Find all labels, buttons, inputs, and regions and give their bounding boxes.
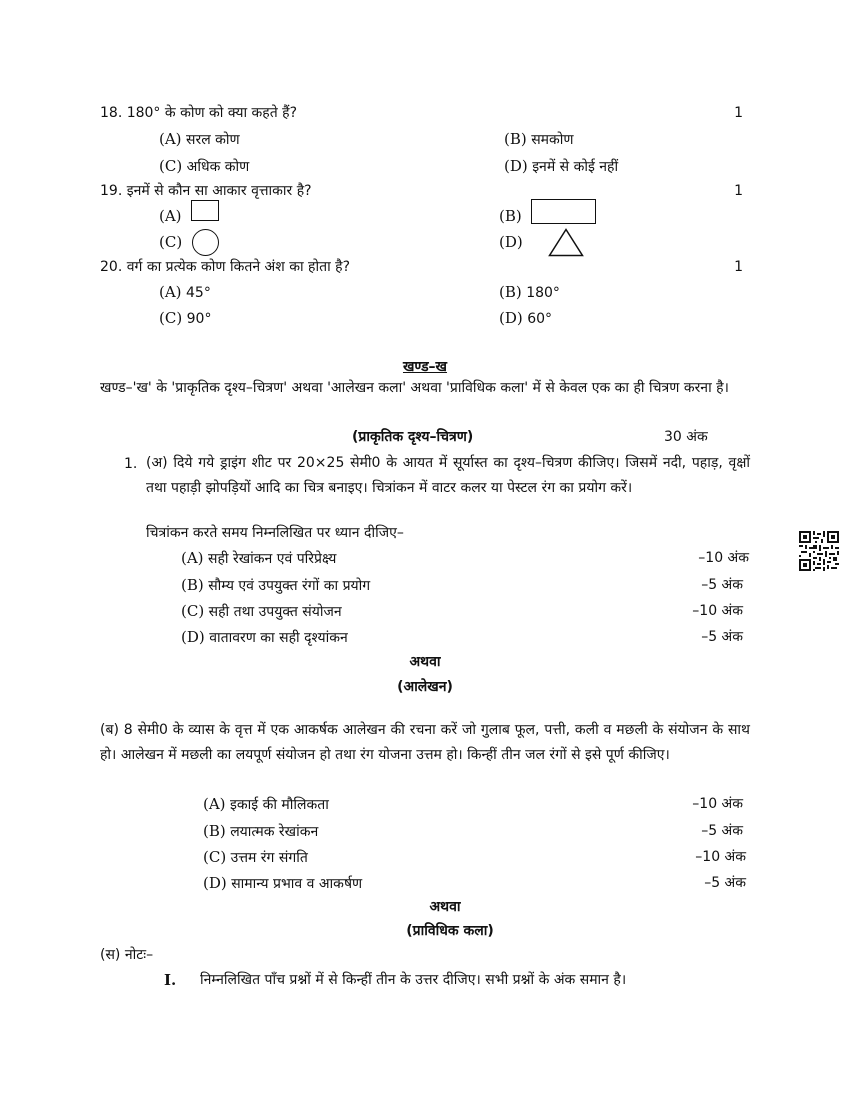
circle-shape [192, 229, 219, 256]
criterion-label: (C) [181, 602, 205, 620]
option-text: समकोण [531, 132, 574, 148]
option-label: (B) [499, 283, 522, 301]
option-label: (D) [504, 157, 528, 175]
option-label: (A) [159, 130, 182, 148]
q18-option-d [504, 157, 618, 176]
q19-option-a-label: (A) [159, 207, 182, 225]
part1-title: (प्राकृतिक दृश्य–चित्रण) [352, 429, 474, 445]
option-text: 45° [186, 285, 211, 301]
part2-title: (आलेखन) [397, 679, 453, 695]
criterion-label: (D) [181, 628, 205, 646]
part1-note: चित्रांकन करते समय निम्नलिखित पर ध्यान दीजिए– [146, 525, 404, 541]
part2-criterion-a [203, 795, 329, 814]
option-text: इनमें से कोई नहीं [532, 159, 619, 175]
option-text: अधिक कोण [186, 159, 250, 175]
part2-criterion-a-marks: –10 अंक [692, 796, 743, 812]
criterion-label: (C) [203, 848, 227, 866]
part1-criterion-c [181, 602, 342, 621]
part1-criterion-c-marks: –10 अंक [692, 603, 743, 619]
part1-number: 1. [124, 456, 138, 472]
part2-text: (ब) 8 सेमी0 के व्यास के वृत्त में एक आकर्षक आलेखन की रचना करें जो गुलाब फूल, पत्ती, कली व मछली के संयोजन के साथ हो। आलेखन में मछली का लयपूर्ण संयोजन हो तथा रंग योजना उत्तम हो। किन्हीं तीन जल रंगों से इसे पूर्ण कीजिए। [100, 722, 750, 763]
q18-option-b [504, 130, 574, 149]
part3-instruction: निम्नलिखित पाँच प्रश्नों में से किन्हीं तीन के उत्तर दीजिए। सभी प्रश्नों के अंक समान है। [200, 972, 627, 988]
option-label: (B) [504, 130, 527, 148]
option-label: (C) [159, 157, 183, 175]
q20-option-b [499, 283, 560, 302]
criterion-label: (D) [203, 874, 227, 892]
part1-marks: 30 अंक [664, 429, 708, 445]
triangle-shape [548, 228, 584, 257]
q19-marks: 1 [734, 183, 743, 199]
criterion-label: (A) [181, 549, 204, 567]
option-text: 90° [186, 311, 212, 327]
q18-option-a [159, 130, 240, 149]
q19-option-d-label: (D) [499, 233, 523, 251]
q20-marks: 1 [734, 259, 743, 275]
option-label: (C) [159, 309, 183, 327]
part3-roman-numeral: I. [164, 971, 177, 989]
q18-text: 18. 180° के कोण को क्या कहते हैं? [100, 105, 298, 121]
part2-criterion-d-marks: –5 अंक [704, 875, 746, 891]
q18-option-c [159, 157, 249, 176]
part1-criterion-b-marks: –5 अंक [701, 577, 743, 593]
or-divider-2: अथवा [429, 899, 461, 915]
q20-option-a [159, 283, 211, 302]
q19-text: 19. इनमें से कौन सा आकार वृत्ताकार है? [100, 183, 312, 199]
q19-option-b-label: (B) [499, 207, 522, 225]
criterion-text: सौम्य एवं उपयुक्त रंगों का प्रयोग [208, 578, 371, 594]
q20-option-d [499, 309, 552, 328]
criterion-text: इकाई की मौलिकता [230, 797, 329, 813]
part3-note-label: (स) नोटः– [100, 947, 154, 963]
part1-criterion-a-marks: –10 अंक [698, 550, 749, 566]
part1-criterion-d-marks: –5 अंक [701, 629, 743, 645]
criterion-text: लयात्मक रेखांकन [230, 824, 319, 840]
q18-marks: 1 [734, 105, 743, 121]
criterion-text: उत्तम रंग संगति [230, 850, 308, 866]
criterion-text: सामान्य प्रभाव व आकर्षण [231, 876, 363, 892]
part2-criterion-b [203, 822, 318, 841]
option-text: सरल कोण [186, 132, 240, 148]
option-label: (D) [499, 309, 523, 327]
part2-criterion-b-marks: –5 अंक [701, 823, 743, 839]
criterion-text: सही तथा उपयुक्त संयोजन [208, 604, 342, 620]
criterion-label: (B) [203, 822, 226, 840]
square-shape [191, 200, 219, 221]
part1-criterion-d [181, 628, 348, 647]
part2-criterion-d [203, 874, 362, 893]
criterion-text: सही रेखांकन एवं परिप्रेक्ष्य [208, 551, 337, 567]
criterion-label: (B) [181, 576, 204, 594]
qr-code [799, 531, 839, 571]
part2-criterion-c [203, 848, 308, 867]
rectangle-shape [531, 199, 596, 224]
criterion-text: वातावरण का सही दृश्यांकन [209, 630, 348, 646]
part1-criterion-a [181, 549, 336, 568]
criterion-label: (A) [203, 795, 226, 813]
option-text: 180° [526, 285, 560, 301]
or-divider-1: अथवा [409, 654, 441, 670]
part3-title: (प्राविधिक कला) [406, 923, 494, 939]
part1-criterion-b [181, 576, 370, 595]
q19-option-c-label: (C) [159, 233, 183, 251]
part1-text: (अ) दिये गये ड्राइंग शीट पर 20×25 सेमी0 के आयत में सूर्यास्त का दृश्य–चित्रण कीजिए। जिसमें नदी, पहाड़, वृक्षों तथा पहाड़ी झोपड़ियों आदि का चित्र बनाइए। चित्रांकन में वाटर कलर या पेस्टल रंग का प्रयोग करें। [146, 455, 750, 496]
section-instruction: खण्ड–'ख' के 'प्राकृतिक दृश्य–चित्रण' अथवा 'आलेखन कला' अथवा 'प्राविधिक कला' में से केवल एक का ही चित्रण करना है। [100, 380, 729, 396]
part2-criterion-c-marks: –10 अंक [695, 849, 746, 865]
q20-text: 20. वर्ग का प्रत्येक कोण कितने अंश का होता है? [100, 259, 351, 275]
option-label: (A) [159, 283, 182, 301]
q20-option-c [159, 309, 211, 328]
option-text: 60° [527, 311, 553, 327]
section-heading: खण्ड–ख [402, 359, 448, 375]
